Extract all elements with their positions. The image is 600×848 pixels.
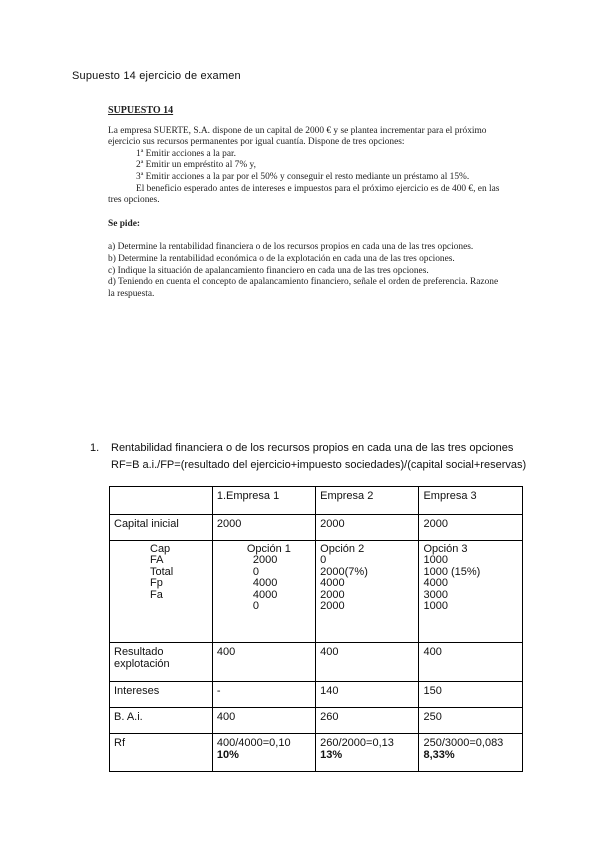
question-d: d) Teniendo en cuenta el concepto de apalancamiento financiero, señale el orden de preferencia. Razone la respuesta. bbox=[108, 277, 499, 299]
table-cell: Rf bbox=[110, 734, 213, 772]
option-1: 1ª Emitir acciones a la par. bbox=[136, 148, 236, 159]
question-c: c) Indique la situación de apalancamiento financiero en cada una de las tres opciones. bbox=[108, 265, 429, 276]
rf-cell bbox=[419, 734, 523, 772]
detail-label: Fp bbox=[150, 577, 163, 590]
table-header-cell: Empresa 3 bbox=[419, 487, 523, 515]
detail-value: 2000 bbox=[252, 554, 278, 567]
rf-formula: RF=B a.i./FP=(resultado del ejercicio+impuesto sociedades)/(capital social+reservas) bbox=[111, 459, 527, 471]
rf-formula-value: 260/2000=0,13 bbox=[320, 737, 394, 749]
table-header-cell bbox=[110, 487, 213, 515]
exercise-heading: SUPUESTO 14 bbox=[108, 105, 174, 116]
detail-label: Cap bbox=[150, 543, 171, 555]
table-row bbox=[110, 643, 523, 682]
table-cell: Intereses bbox=[110, 682, 213, 708]
detail-value: 3000 bbox=[423, 588, 448, 601]
detail-value: 0 bbox=[252, 600, 259, 613]
detail-value: Opción 1 bbox=[246, 543, 291, 555]
detail-value: 4000 bbox=[320, 577, 345, 590]
table-header-row bbox=[110, 487, 523, 515]
option-2-cell bbox=[316, 541, 419, 643]
table-cell: B. A.i. bbox=[110, 708, 213, 734]
option-2: 2ª Emitir un empréstito al 7% y, bbox=[136, 160, 256, 171]
question-b: b) Determine la rentabilidad económica o de la explotación en cada una de las tres opciones. bbox=[108, 253, 455, 264]
rf-formula-value: 400/4000=0,10 bbox=[216, 737, 291, 749]
scanned-exercise bbox=[108, 105, 503, 300]
detail-value: Opción 3 bbox=[423, 543, 468, 555]
option-3: 3ª Emitir acciones a la par por el 50% y conseguir el resto mediante un préstamo al 15%. bbox=[136, 171, 470, 182]
detail-labels-cell bbox=[110, 541, 213, 643]
table-cell: Resultado explotación bbox=[110, 643, 213, 682]
detail-label: Fa bbox=[150, 588, 163, 601]
rf-percent: 8,33% bbox=[423, 749, 455, 761]
table-header-cell: 1.Empresa 1 bbox=[212, 487, 315, 515]
benefit-statement: El beneficio esperado antes de intereses e impuestos para el próximo ejercicio es de 400 €, en las tres opciones. bbox=[108, 183, 500, 206]
table-cell: Capital inicial bbox=[110, 515, 213, 541]
table-cell: 2000 bbox=[212, 515, 315, 541]
table-cell: - bbox=[212, 682, 315, 708]
detail-value: Opción 2 bbox=[320, 543, 365, 555]
table-row bbox=[110, 515, 523, 541]
table-cell: 250 bbox=[419, 708, 523, 734]
detail-value: 1000 bbox=[423, 554, 448, 567]
rf-cell bbox=[316, 734, 419, 772]
answer-heading: Rentabilidad financiera o de los recursos propios en cada una de las tres opciones bbox=[111, 442, 514, 454]
table-cell: 2000 bbox=[419, 515, 523, 541]
table-row bbox=[110, 541, 523, 643]
detail-label: Total bbox=[150, 565, 174, 578]
detail-value: 4000 bbox=[423, 577, 448, 590]
rf-formula-value: 250/3000=0,083 bbox=[423, 737, 504, 749]
detail-value: 2000 bbox=[320, 588, 345, 601]
table-cell: 400 bbox=[316, 643, 419, 682]
table-cell: 400 bbox=[419, 643, 523, 682]
table-cell: 400 bbox=[212, 643, 315, 682]
table-header-cell: Empresa 2 bbox=[316, 487, 419, 515]
detail-value: 1000 (15%) bbox=[423, 565, 481, 578]
detail-value: 1000 bbox=[423, 600, 448, 613]
rf-percent: 10% bbox=[216, 749, 239, 761]
table-cell: 400 bbox=[212, 708, 315, 734]
rf-percent: 13% bbox=[320, 749, 343, 761]
detail-value: 2000 bbox=[320, 600, 345, 613]
results-table bbox=[109, 486, 523, 772]
exercise-intro: La empresa SUERTE, S.A. dispone de un capital de 2000 € y se plantea incrementar para el próximo ejercicio sus recursos permanentes por igual cuantía. Dispone de tres opciones: bbox=[108, 125, 487, 148]
detail-value: 2000(7%) bbox=[320, 565, 368, 578]
detail-value: 4000 bbox=[252, 588, 278, 601]
option-3-cell bbox=[419, 541, 523, 643]
answer-number: 1. bbox=[90, 442, 100, 454]
table-row bbox=[110, 734, 523, 772]
table-cell: 2000 bbox=[316, 515, 419, 541]
table-row bbox=[110, 708, 523, 734]
detail-value: 0 bbox=[252, 565, 259, 578]
detail-label: FA bbox=[150, 554, 164, 567]
detail-value: 4000 bbox=[252, 577, 278, 590]
detail-value: 0 bbox=[320, 554, 327, 567]
table-row bbox=[110, 682, 523, 708]
document-title: Supuesto 14 ejercicio de examen bbox=[72, 70, 241, 82]
rf-cell bbox=[212, 734, 315, 772]
table-cell: 140 bbox=[316, 682, 419, 708]
table-cell: 260 bbox=[316, 708, 419, 734]
table-cell: 150 bbox=[419, 682, 523, 708]
se-pide-label: Se pide: bbox=[108, 218, 141, 229]
question-a: a) Determine la rentabilidad financiera o de los recursos propios en cada una de las tres opciones. bbox=[108, 242, 474, 253]
option-1-cell bbox=[212, 541, 315, 643]
